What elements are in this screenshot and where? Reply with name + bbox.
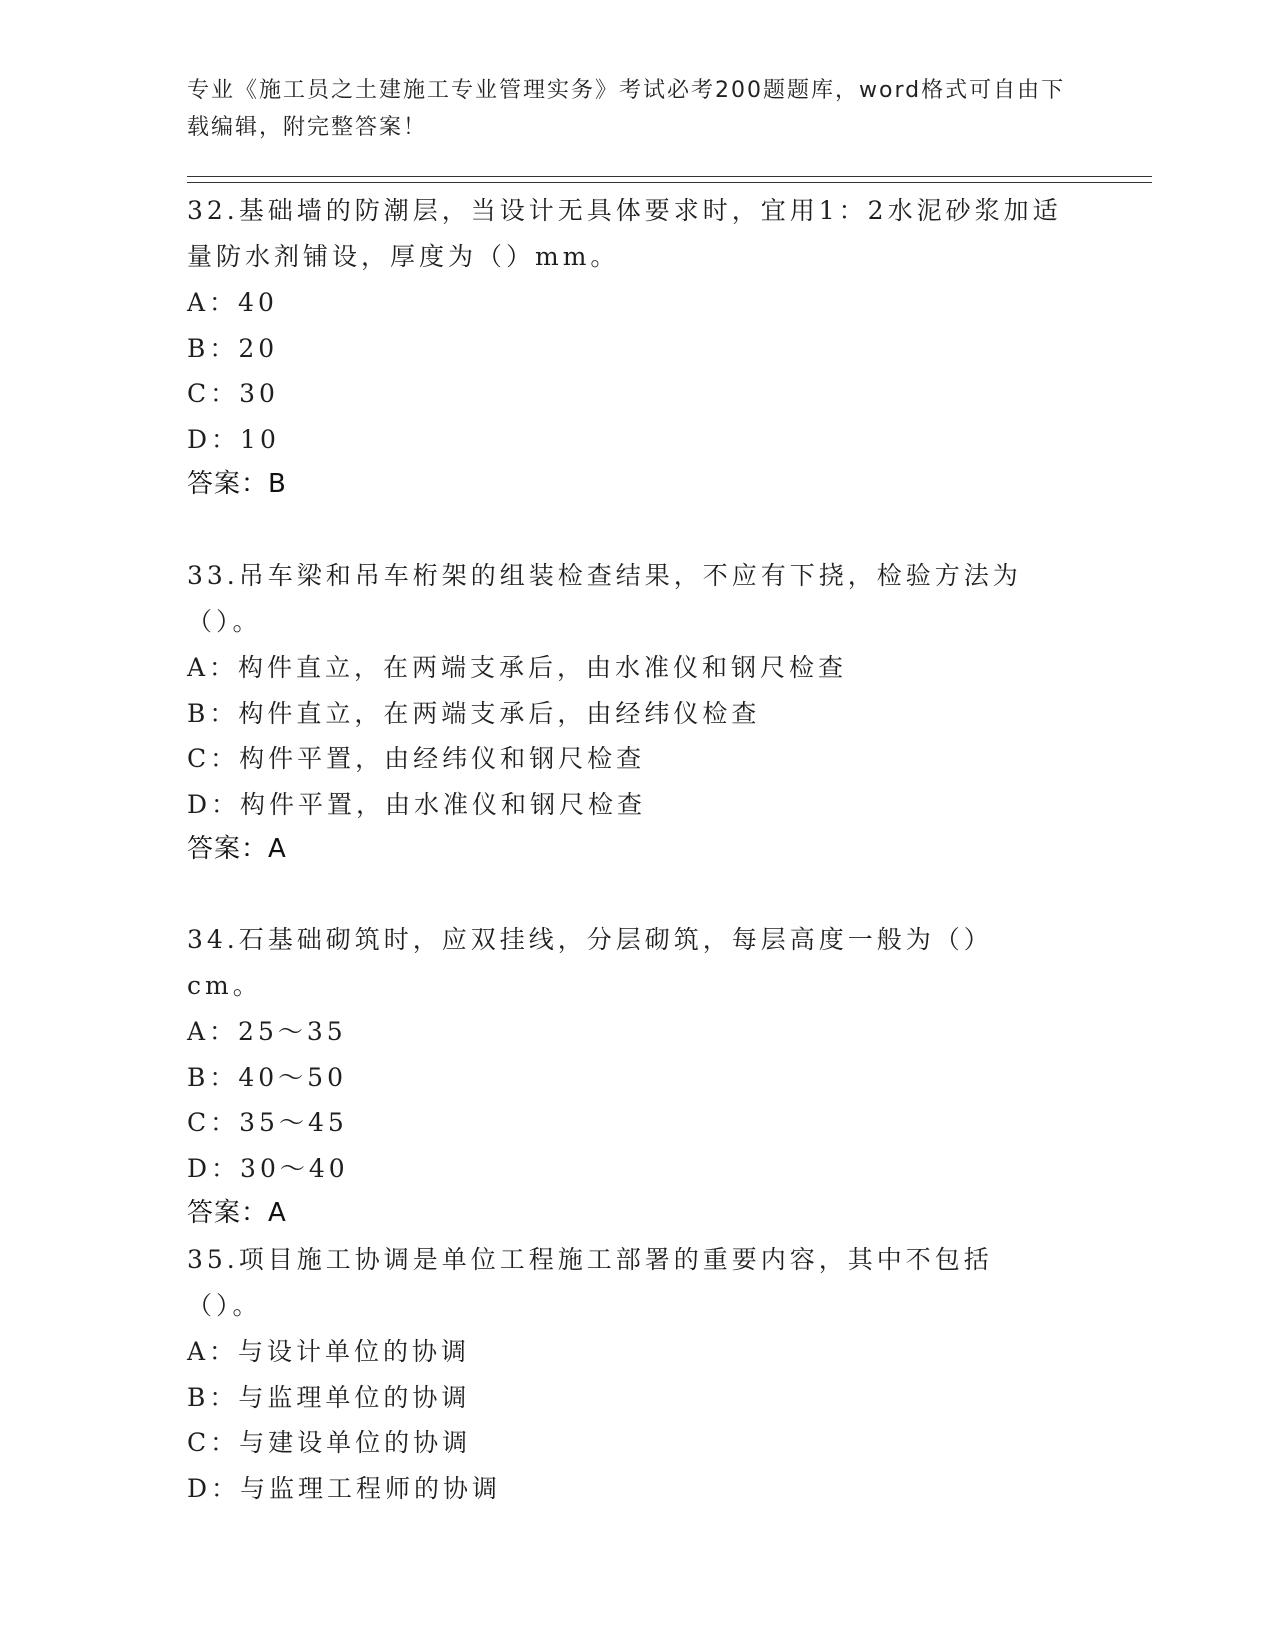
header-divider-bottom (187, 182, 1152, 183)
question-35 (187, 1237, 1067, 1511)
option-d: D：30～40 (187, 1153, 349, 1183)
option-d: D：构件平置，由水准仪和钢尺检查 (187, 789, 647, 819)
option-a: A：构件直立，在两端支承后，由水准仪和钢尺检查 (187, 653, 848, 682)
question-33 (187, 553, 1067, 872)
option-c: C：构件平置，由经纬仪和钢尺检查 (187, 744, 646, 773)
option-c: C：与建设单位的协调 (187, 1428, 472, 1457)
question-stem: 32.基础墙的防潮层，当设计无具体要求时，宜用1：2水泥砂浆加适量防水剂铺设，厚度为（）mm。 (187, 196, 1062, 271)
answer: 答案：A (187, 834, 287, 864)
option-d: D：与监理工程师的协调 (187, 1473, 502, 1503)
option-b: B：与监理单位的协调 (187, 1382, 471, 1412)
question-32 (187, 188, 1067, 507)
question-stem: 34.石基础砌筑时，应双挂线，分层砌筑，每层高度一般为（）cm。 (187, 925, 993, 1000)
option-b: B：20 (187, 333, 279, 363)
option-c: C：35～45 (187, 1108, 348, 1137)
option-a: A：40 (187, 288, 278, 317)
option-c: C：30 (187, 379, 279, 408)
question-34 (187, 917, 1067, 1236)
answer: 答案：B (187, 469, 287, 499)
option-b: B：构件直立，在两端支承后，由经纬仪检查 (187, 698, 761, 728)
question-stem: 33.吊车梁和吊车桁架的组装检查结果，不应有下挠，检验方法为（）。 (187, 561, 1022, 636)
question-stem: 35.项目施工协调是单位工程施工部署的重要内容，其中不包括（）。 (187, 1245, 993, 1320)
option-a: A：25～35 (187, 1017, 347, 1046)
answer: 答案：A (187, 1198, 287, 1228)
option-d: D：10 (187, 424, 280, 454)
option-b: B：40～50 (187, 1062, 347, 1092)
header-divider-top (187, 176, 1152, 177)
option-a: A：与设计单位的协调 (187, 1337, 471, 1366)
document-header: 专业《施工员之土建施工专业管理实务》考试必考200题题库，word格式可自由下载编辑，附完整答案！ (187, 78, 1066, 140)
